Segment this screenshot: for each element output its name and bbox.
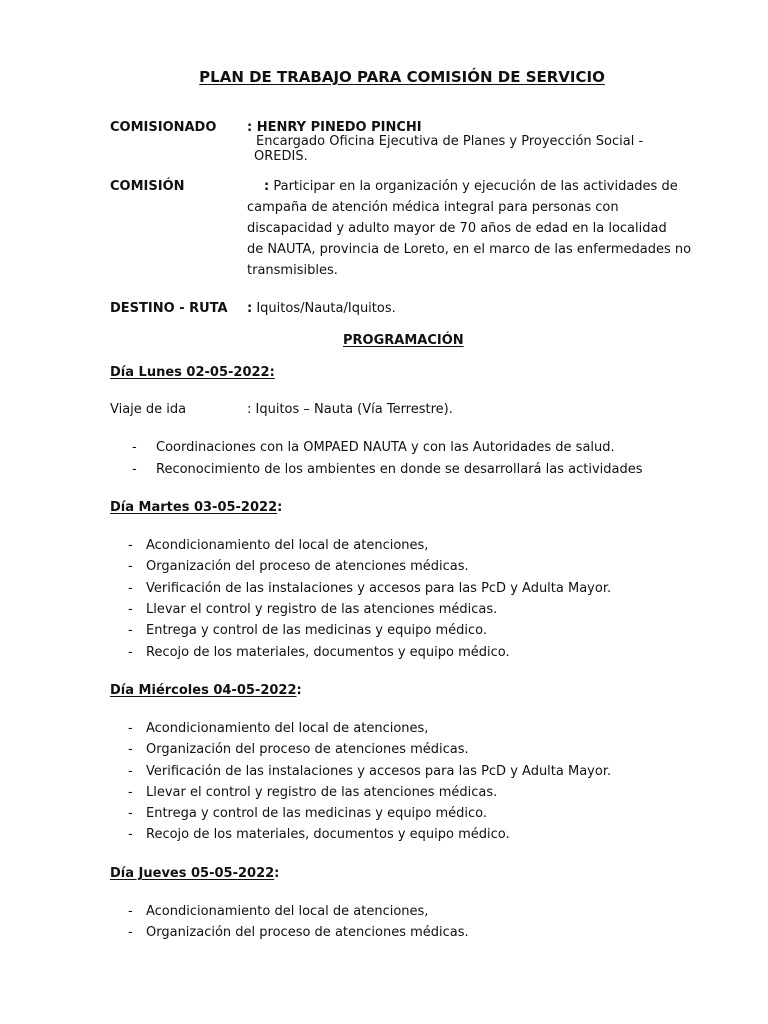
viaje-label: Viaje de ida bbox=[110, 402, 187, 417]
dia3-item-1: - Organización del proceso de atenciones médicas. bbox=[128, 742, 469, 757]
comisionado-role-line1: Encargado Oficina Ejecutiva de Planes y Proyección Social - bbox=[256, 134, 644, 149]
dia3-item-3: - Llevar el control y registro de las atenciones médicas. bbox=[128, 785, 498, 800]
comision-line-2: discapacidad y adulto mayor de 70 años de edad en la localidad bbox=[247, 221, 667, 236]
programacion-heading: PROGRAMACIÓN bbox=[343, 333, 464, 348]
dia1-heading: Día Lunes 02-05-2022: bbox=[110, 365, 275, 380]
dia4-item-0: - Acondicionamiento del local de atenciones, bbox=[128, 904, 429, 919]
dia2-item-4: - Entrega y control de las medicinas y equipo médico. bbox=[128, 623, 488, 638]
dia2-item-5: - Recojo de los materiales, documentos y equipo médico. bbox=[128, 645, 510, 660]
dia2-item-2: - Verificación de las instalaciones y accesos para las PcD y Adulta Mayor. bbox=[128, 581, 612, 596]
dia2-item-3: - Llevar el control y registro de las atenciones médicas. bbox=[128, 602, 498, 617]
comision-line-0: : Participar en la organización y ejecución de las actividades de bbox=[264, 179, 678, 194]
dia2-heading: Día Martes 03-05-2022: bbox=[110, 500, 283, 515]
dia1-item-0: - Coordinaciones con la OMPAED NAUTA y con las Autoridades de salud. bbox=[132, 440, 615, 455]
viaje-value: : Iquitos – Nauta (Vía Terrestre). bbox=[247, 402, 453, 417]
document-title: PLAN DE TRABAJO PARA COMISIÓN DE SERVICIO bbox=[199, 68, 605, 86]
comision-label: COMISIÓN bbox=[110, 179, 185, 194]
dia2-item-0: - Acondicionamiento del local de atenciones, bbox=[128, 538, 429, 553]
dia4-heading: Día Jueves 05-05-2022: bbox=[110, 866, 280, 881]
comisionado-label: COMISIONADO bbox=[110, 120, 217, 135]
dia4-item-1: - Organización del proceso de atenciones médicas. bbox=[128, 925, 469, 940]
dia1-item-1: - Reconocimiento de los ambientes en donde se desarrollará las actividades bbox=[132, 462, 643, 477]
dia3-item-5: - Recojo de los materiales, documentos y equipo médico. bbox=[128, 827, 510, 842]
comision-line-4: transmisibles. bbox=[247, 263, 338, 278]
dia2-item-1: - Organización del proceso de atenciones médicas. bbox=[128, 559, 469, 574]
comision-line-3: de NAUTA, provincia de Loreto, en el marco de las enfermedades no bbox=[247, 242, 692, 257]
dia3-heading: Día Miércoles 04-05-2022: bbox=[110, 683, 302, 698]
destino-label: DESTINO - RUTA bbox=[110, 301, 228, 316]
dia3-item-4: - Entrega y control de las medicinas y equipo médico. bbox=[128, 806, 488, 821]
dia3-item-0: - Acondicionamiento del local de atenciones, bbox=[128, 721, 429, 736]
comisionado-name: : HENRY PINEDO PINCHI bbox=[247, 120, 422, 135]
dia3-item-2: - Verificación de las instalaciones y accesos para las PcD y Adulta Mayor. bbox=[128, 764, 612, 779]
comision-line-1: campaña de atención médica integral para personas con bbox=[247, 200, 619, 215]
comisionado-role-line2: OREDIS. bbox=[254, 149, 308, 164]
destino-value: : Iquitos/Nauta/Iquitos. bbox=[247, 301, 396, 316]
